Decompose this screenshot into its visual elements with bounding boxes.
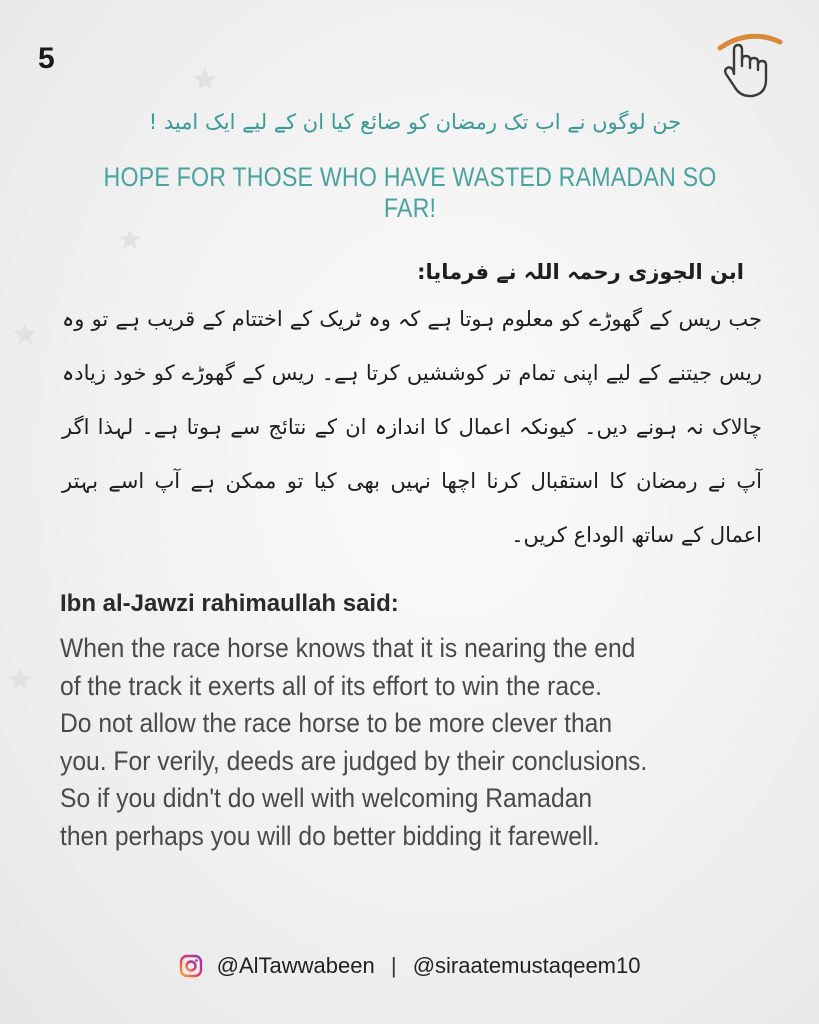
footer-handle-siraatemustaqeem[interactable]: @siraatemustaqeem10 xyxy=(412,953,641,979)
english-quote-line: So if you didn't do well with welcoming Ramadan xyxy=(60,783,593,813)
footer-handle-altawwabeen[interactable]: @AlTawwabeen xyxy=(216,953,375,979)
page-number: 5 xyxy=(38,42,55,75)
urdu-quote-heading: ابن الجوزی رحمہ اللہ نے فرمایا: xyxy=(417,260,744,284)
english-quote-line: of the track it exerts all of its effort to win the race. xyxy=(60,670,602,701)
footer-social-handles xyxy=(0,952,819,979)
swipe-hand-icon xyxy=(712,30,786,102)
english-quote-heading: Ibn al-Jawzi rahimaullah said: xyxy=(60,590,399,617)
title-english: HOPE FOR THOSE WHO HAVE WASTED RAMADAN SO FAR! xyxy=(103,162,717,223)
english-quote-line: then perhaps you will do better bidding it farewell. xyxy=(60,820,600,851)
footer-separator: | xyxy=(390,953,397,979)
english-quote-line: Do not allow the race horse to be more clever than xyxy=(60,708,613,738)
urdu-quote-body: جب ریس کے گھوڑے کو معلوم ہوتا ہے کہ وہ ٹریک کے اختتام کے قریب ہے تو وہ ریس جیتنے کے لیے اپنی تمام تر کوششیں کرتا ہے۔ ریس کے گھوڑے کو خود زیادہ چالاک نہ ہونے دیں۔ کیونکہ اعمال کا اندازہ ان کے نتائج سے ہوتا ہے۔ لہذا اگر آپ نے رمضان کا استقبال کرنا اچھا نہیں بھی کیا تو ممکن ہے آپ اسے بہتر اعمال کے ساتھ الوداع کریں۔ xyxy=(62,307,762,547)
english-quote-line: you. For verily, deeds are judged by their conclusions. xyxy=(60,745,648,776)
english-quote-line: When the race horse knows that it is nearing the end xyxy=(60,633,636,663)
urdu-quote xyxy=(62,252,762,562)
english-quote-body xyxy=(60,630,730,855)
title-urdu: جن لوگوں نے اب تک رمضان کو ضائع کیا ان کے لیے ایک امید ! xyxy=(148,110,682,134)
instagram-icon xyxy=(179,954,203,978)
